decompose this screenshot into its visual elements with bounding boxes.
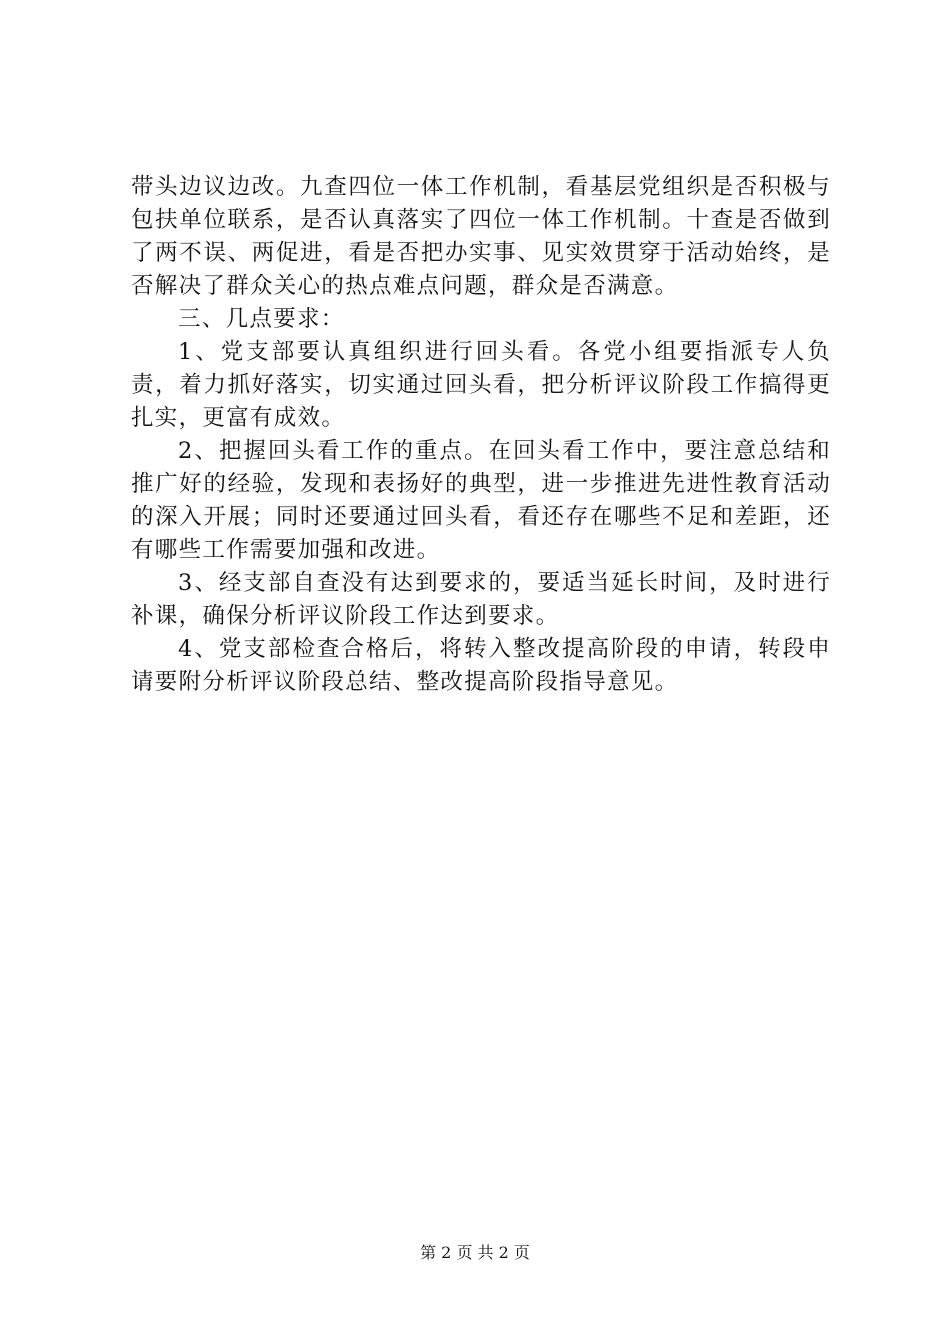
requirement-item-2: 2、把握回头看工作的重点。在回头看工作中，要注意总结和推广好的经验，发现和表扬好的典型，进一步推进先进性教育活动的深入开展；同时还要通过回头看，看还存在哪些不足和差距，还有哪些工作需要加强和改进。 bbox=[131, 438, 831, 563]
requirement-item-1: 1、党支部要认真组织进行回头看。各党小组要指派专人负责，着力抓好落实，切实通过回头看，把分析评议阶段工作搞得更扎实，更富有成效。 bbox=[131, 339, 831, 431]
section-heading: 三、几点要求： bbox=[178, 306, 345, 332]
document-body bbox=[131, 171, 831, 699]
page-footer: 第 2 页 共 2 页 bbox=[420, 1243, 530, 1262]
requirement-item-3: 3、经支部自查没有达到要求的，要适当延长时间，及时进行补课，确保分析评议阶段工作达到要求。 bbox=[131, 570, 831, 629]
paragraph-continuation: 带头边议边改。九查四位一体工作机制，看基层党组织是否积极与包扶单位联系，是否认真落实了四位一体工作机制。十查是否做到了两不误、两促进，看是否把办实事、见实效贯穿于活动始终，是否解决了群众关心的热点难点问题，群众是否满意。 bbox=[131, 174, 831, 299]
requirement-item-4: 4、党支部检查合格后，将转入整改提高阶段的申请，转段申请要附分析评议阶段总结、整改提高阶段指导意见。 bbox=[131, 636, 831, 695]
